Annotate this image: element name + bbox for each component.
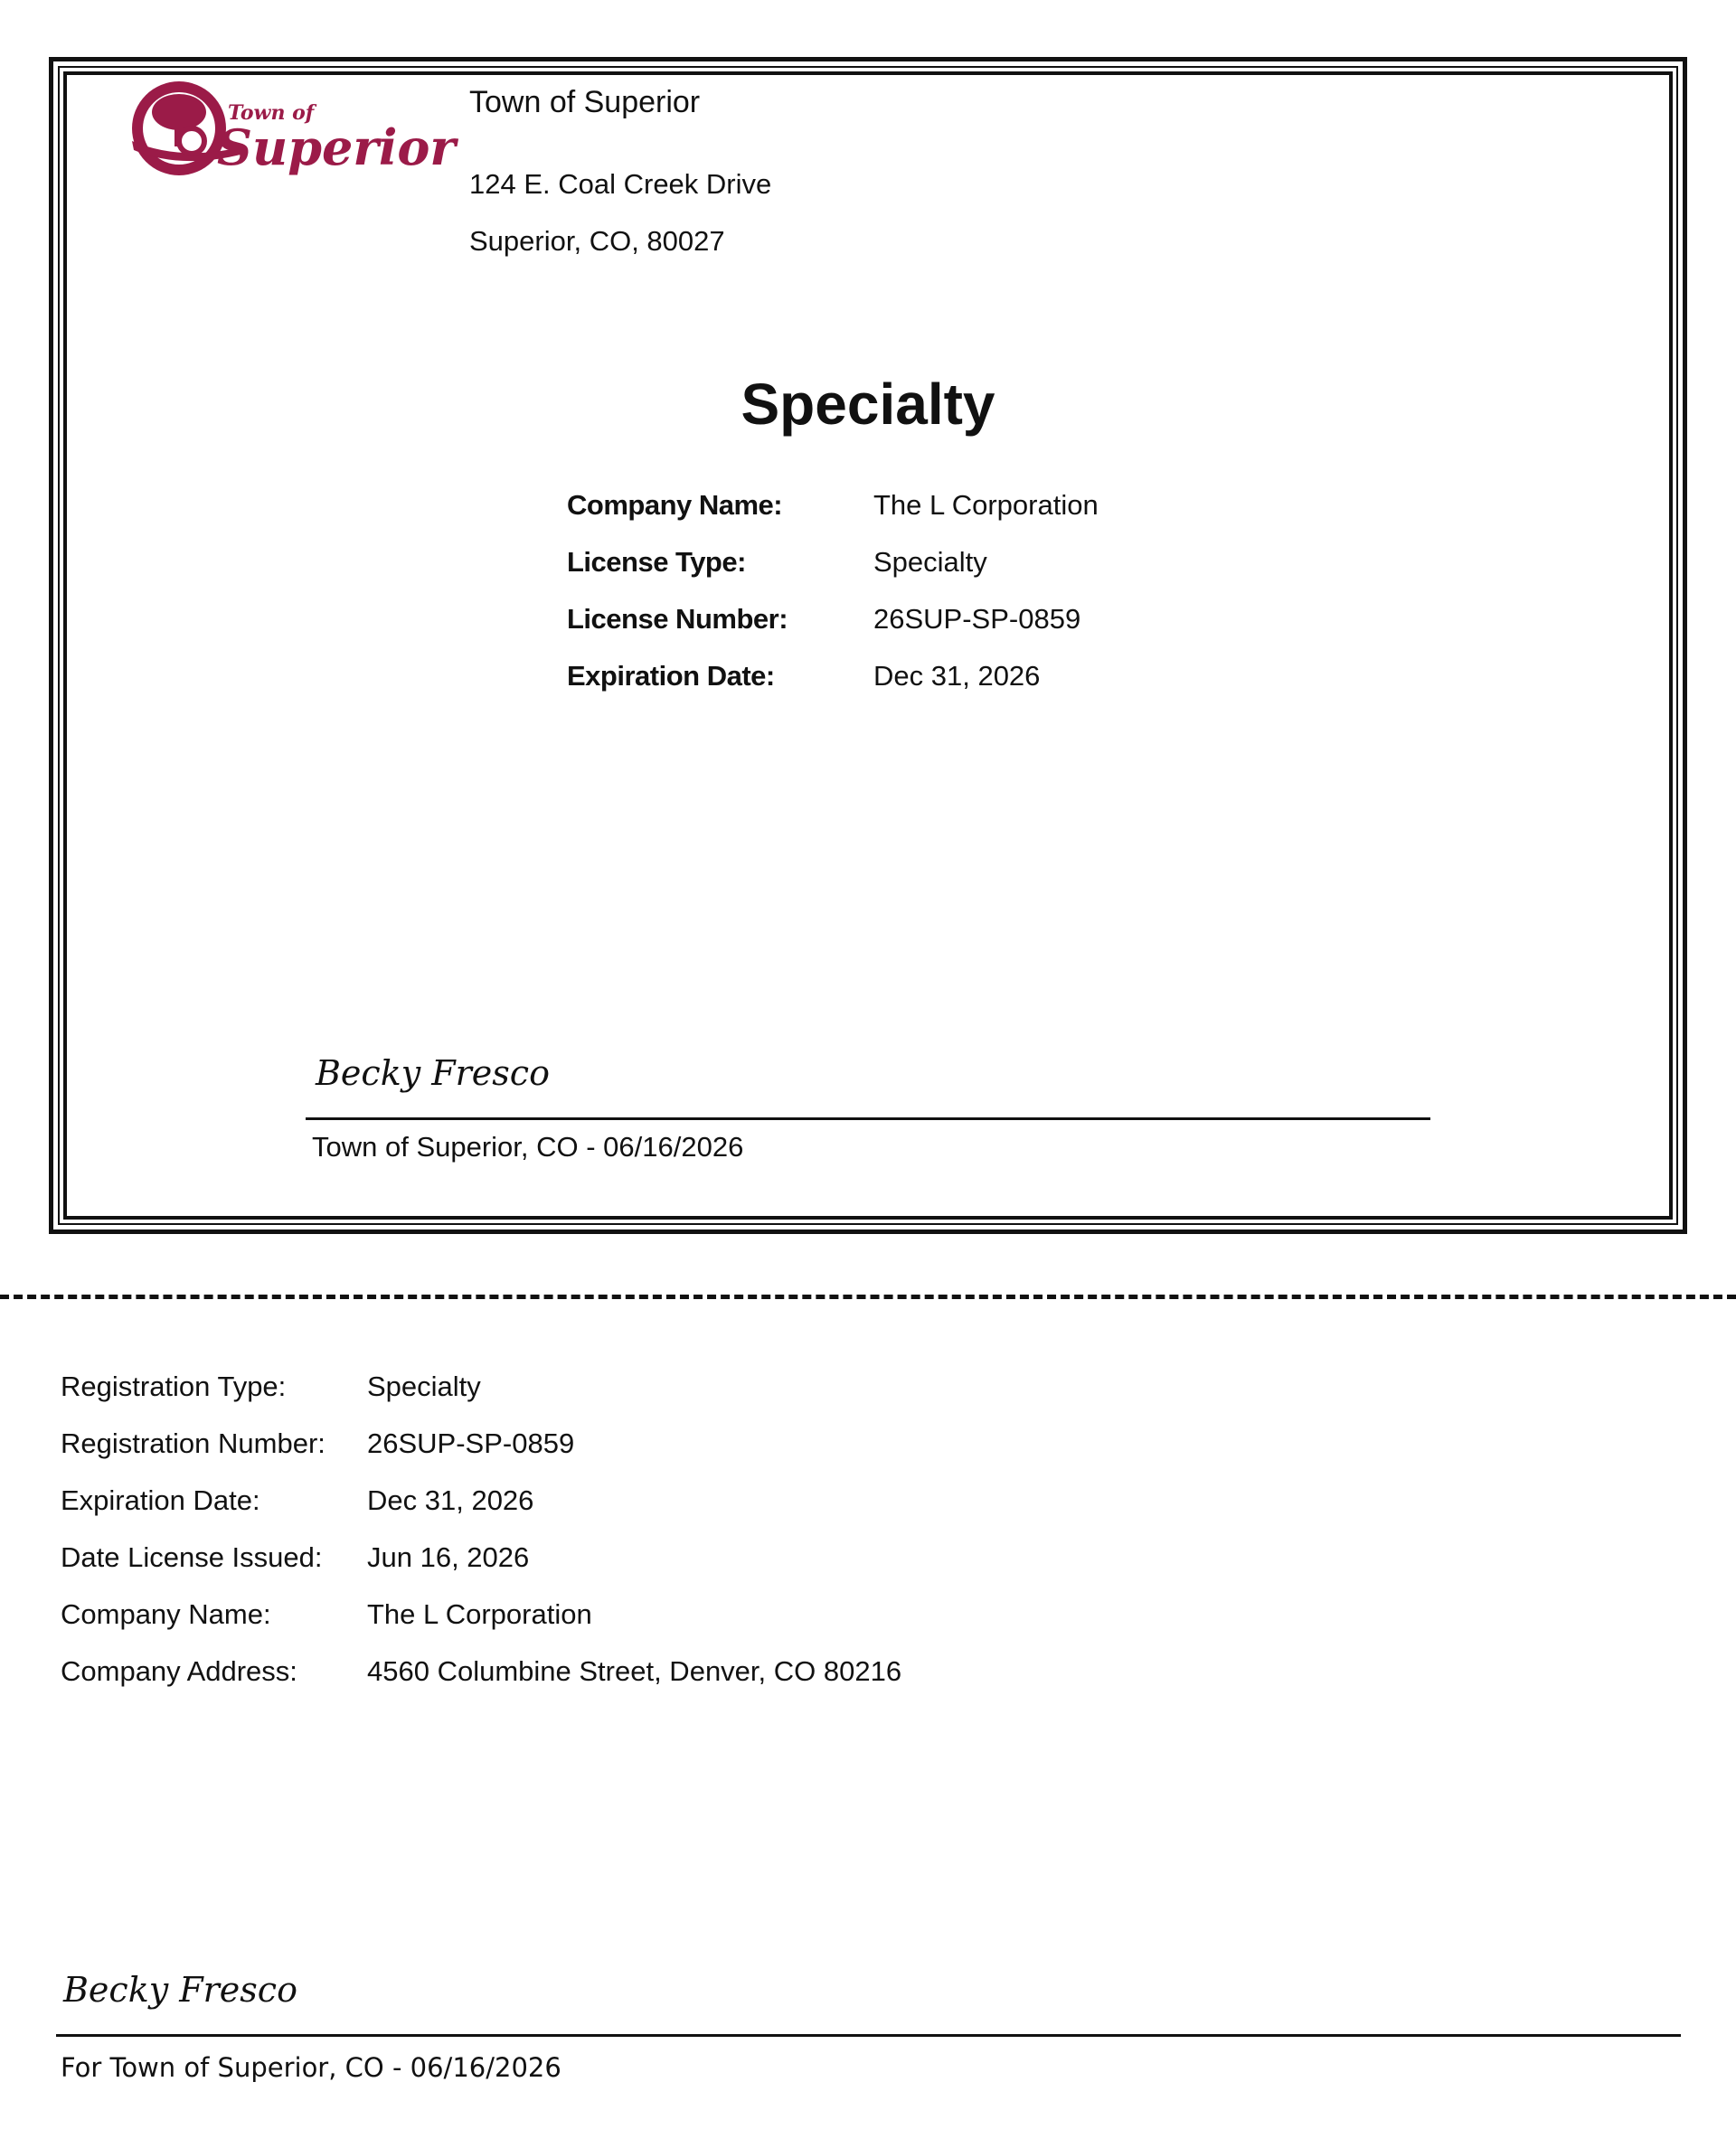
field-label: Date License Issued: — [61, 1541, 323, 1573]
field-value: Specialty — [873, 546, 987, 578]
registration-signature: Becky Fresco — [63, 1970, 297, 2010]
town-of-superior-logo — [127, 76, 456, 184]
field-value: 26SUP-SP-0859 — [873, 603, 1081, 635]
field-value: Dec 31, 2026 — [367, 1484, 534, 1516]
field-value: 26SUP-SP-0859 — [367, 1427, 575, 1459]
town-name: Town of Superior — [469, 85, 701, 119]
field-label: License Type: — [567, 546, 746, 578]
field-value: The L Corporation — [873, 489, 1099, 521]
certificate-signature-line — [306, 1117, 1430, 1120]
logo-small-text: Town of — [228, 101, 315, 125]
field-value: Jun 16, 2026 — [367, 1541, 530, 1573]
field-label: Expiration Date: — [61, 1484, 260, 1516]
field-label: License Number: — [567, 603, 788, 635]
field-label: Expiration Date: — [567, 660, 775, 692]
logo-large-text: Superior — [217, 118, 456, 176]
field-label: Company Name: — [567, 489, 783, 521]
registration-signature-line — [56, 2034, 1681, 2037]
field-value: The L Corporation — [367, 1598, 592, 1630]
field-label: Company Address: — [61, 1655, 297, 1687]
certificate-signature-caption: Town of Superior, CO - 06/16/2026 — [312, 1131, 744, 1163]
registration-signature-caption: For Town of Superior, CO - 06/16/2026 — [61, 2052, 561, 2083]
certificate-inner-border — [63, 71, 1673, 1220]
field-label: Registration Number: — [61, 1427, 326, 1459]
field-label: Registration Type: — [61, 1371, 287, 1402]
field-value: Specialty — [367, 1371, 481, 1402]
address-line-2: Superior, CO, 80027 — [469, 225, 725, 257]
field-value: 4560 Columbine Street, Denver, CO 80216 — [367, 1655, 902, 1687]
certificate-title: Specialty — [741, 372, 995, 437]
field-value: Dec 31, 2026 — [873, 660, 1041, 692]
cut-line-divider — [0, 1295, 1736, 1299]
field-label: Company Name: — [61, 1598, 271, 1630]
address-line-1: 124 E. Coal Creek Drive — [469, 168, 772, 200]
certificate-signature: Becky Fresco — [316, 1053, 550, 1093]
logo-o-ring — [179, 128, 204, 154]
